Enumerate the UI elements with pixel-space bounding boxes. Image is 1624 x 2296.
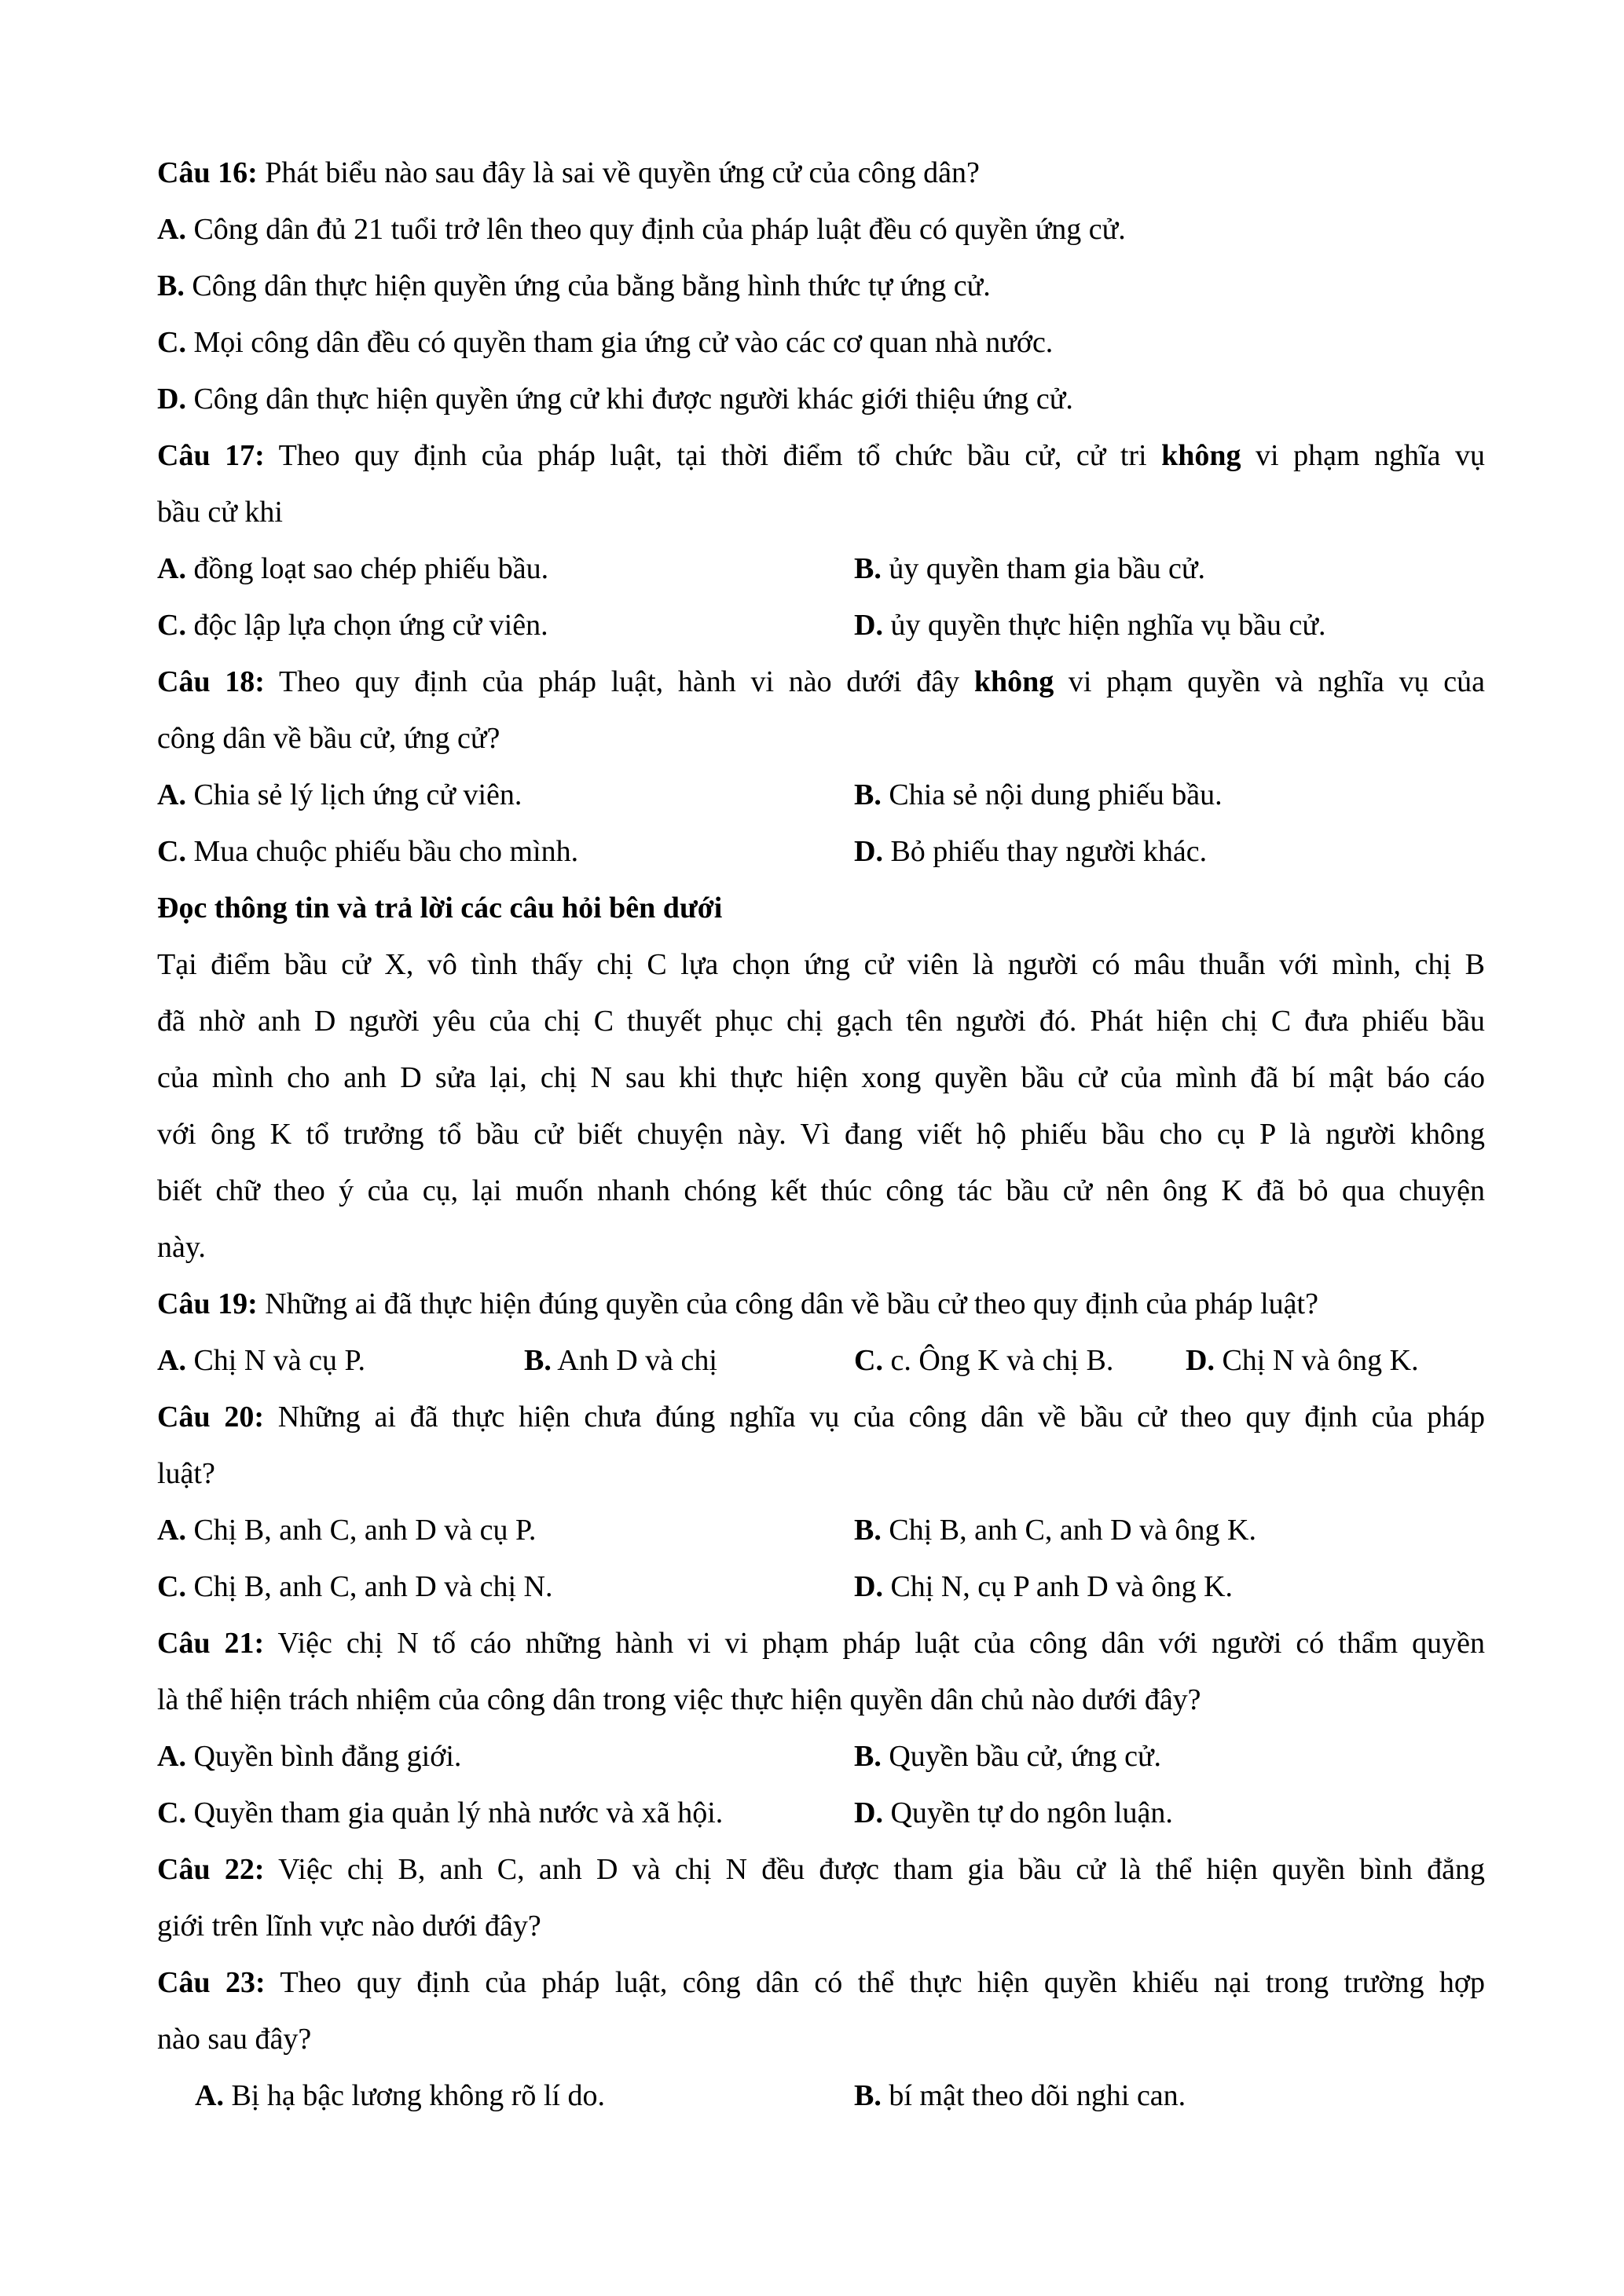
question-label: Câu 18:	[157, 665, 265, 698]
question-text: Theo quy định của pháp luật, công dân có thể thực hiện quyền khiếu nại trong trường hợp	[265, 1966, 1485, 1999]
question-label: Câu 20:	[157, 1401, 264, 1434]
q17-option-b	[854, 551, 1205, 587]
option-text: Chị N và ông K.	[1214, 1344, 1419, 1377]
passage-line-6: này.	[157, 1231, 206, 1264]
q16-option-c	[157, 324, 1485, 361]
q18-option-c	[157, 833, 578, 870]
option-text: Mua chuộc phiếu bầu cho mình.	[185, 835, 579, 868]
option-letter: D.	[157, 383, 186, 416]
option-text: Chị N và cụ P.	[185, 1344, 365, 1377]
passage-line-1: Tại điểm bầu cử X, vô tình thấy chị C lựa chọn ứng cử viên là người có mâu thuẫn với mình, chị B	[157, 948, 1485, 981]
q23-option-b	[854, 2078, 1186, 2114]
question-19	[157, 1286, 1485, 1322]
q21-option-c	[157, 1795, 723, 1831]
q18-option-b	[854, 777, 1223, 813]
q19-option-c	[854, 1342, 1113, 1379]
question-label: Câu 17:	[157, 439, 265, 472]
q17-option-c	[157, 607, 548, 643]
option-letter: C.	[157, 609, 186, 642]
option-text: ủy quyền thực hiện nghĩa vụ bầu cử.	[882, 609, 1326, 642]
question-22-line-2: giới trên lĩnh vực nào dưới đây?	[157, 1910, 541, 1943]
option-letter: A.	[157, 213, 186, 246]
passage-line-2: đã nhờ anh D người yêu của chị C thuyết phục chị gạch tên người đó. Phát hiện chị C đưa phiếu bầu	[157, 1005, 1485, 1038]
question-21-line-2: là thể hiện trách nhiệm của công dân trong việc thực hiện quyền dân chủ nào dưới đây?	[157, 1683, 1201, 1716]
passage-line-3: của mình cho anh D sửa lại, chị N sau khi thực hiện xong quyền bầu cử của mình đã bí mật báo cáo	[157, 1061, 1485, 1094]
option-text: Chị N, cụ P anh D và ông K.	[882, 1570, 1234, 1603]
question-23	[157, 1965, 1485, 2001]
option-letter: A.	[157, 552, 186, 585]
q21-option-d	[854, 1795, 1173, 1831]
question-18-line-2: công dân về bầu cử, ứng cử?	[157, 722, 500, 755]
option-text: đồng loạt sao chép phiếu bầu.	[185, 552, 549, 585]
q23-option-a	[195, 2078, 605, 2114]
q19-option-a	[157, 1342, 365, 1379]
option-letter: B.	[524, 1344, 552, 1377]
q16-option-a	[157, 211, 1485, 247]
q18-option-a	[157, 777, 522, 813]
option-text: Bị hạ bậc lương không rõ lí do.	[223, 2079, 605, 2112]
option-letter: C.	[157, 1796, 186, 1829]
option-text: c. Ông K và chị B.	[882, 1344, 1114, 1377]
option-text: Bỏ phiếu thay người khác.	[882, 835, 1208, 868]
question-20-line-2: luật?	[157, 1457, 215, 1490]
question-label: Câu 19:	[157, 1287, 258, 1320]
option-letter: A.	[157, 1740, 186, 1773]
question-emphasis: không	[1161, 439, 1241, 472]
option-text: Quyền tham gia quản lý nhà nước và xã hội.	[185, 1796, 724, 1829]
question-emphasis: không	[973, 665, 1054, 698]
q18-option-d	[854, 833, 1207, 870]
q16-option-b	[157, 268, 1485, 304]
passage-line-4: với ông K tổ trưởng tổ bầu cử biết chuyện này. Vì đang viết hộ phiếu bầu cho cụ P là người không	[157, 1118, 1485, 1151]
q21-option-a	[157, 1738, 461, 1774]
option-text: độc lập lựa chọn ứng cử viên.	[185, 609, 548, 642]
option-letter: C.	[157, 1570, 186, 1603]
option-letter: B.	[854, 1514, 882, 1547]
option-letter: C.	[157, 326, 186, 359]
option-text: Quyền bình đẳng giới.	[185, 1740, 462, 1773]
question-23-line-2: nào sau đây?	[157, 2023, 312, 2056]
option-letter: D.	[854, 609, 883, 642]
option-letter: B.	[854, 1740, 882, 1773]
q20-option-b	[854, 1512, 1256, 1548]
option-text: Chia sẻ lý lịch ứng cử viên.	[185, 778, 522, 811]
option-letter: D.	[854, 1796, 883, 1829]
option-letter: B.	[157, 269, 185, 302]
option-text: Anh D và chị	[551, 1344, 717, 1377]
question-text: Theo quy định của pháp luật, hành vi nào dưới đây	[264, 665, 974, 698]
option-text: Chia sẻ nội dung phiếu bầu.	[881, 778, 1223, 811]
question-17-line-2: bầu cử khi	[157, 496, 283, 529]
question-21	[157, 1625, 1485, 1661]
q16-option-d	[157, 381, 1485, 417]
question-label: Câu 21:	[157, 1627, 265, 1660]
question-17	[157, 438, 1485, 474]
option-letter: D.	[854, 1570, 883, 1603]
question-22	[157, 1851, 1485, 1888]
reading-heading: Đọc thông tin và trả lời các câu hỏi bên dưới	[157, 892, 723, 925]
option-text: Mọi công dân đều có quyền tham gia ứng cử vào các cơ quan nhà nước.	[185, 326, 1054, 359]
passage-line-5: biết chữ theo ý của cụ, lại muốn nhanh chóng kết thúc công tác bầu cử nên ông K đã bỏ qua chuyện	[157, 1174, 1485, 1207]
option-text: Quyền tự do ngôn luận.	[882, 1796, 1173, 1829]
q19-option-d	[1186, 1342, 1419, 1379]
question-text: Những ai đã thực hiện đúng quyền của công dân về bầu cử theo quy định của pháp luật?	[257, 1287, 1318, 1320]
option-letter: A.	[157, 1344, 186, 1377]
question-text: vi phạm quyền và nghĩa vụ của	[1054, 665, 1486, 698]
q19-option-b	[524, 1342, 717, 1379]
option-text: Công dân thực hiện quyền ứng của bằng bằng hình thức tự ứng cử.	[184, 269, 991, 302]
option-letter: A.	[157, 778, 186, 811]
question-18	[157, 664, 1485, 700]
question-label: Câu 23:	[157, 1966, 266, 1999]
question-text: Theo quy định của pháp luật, tại thời điểm tổ chức bầu cử, cử tri	[264, 439, 1162, 472]
option-letter: A.	[195, 2079, 224, 2112]
option-letter: A.	[157, 1514, 186, 1547]
q21-option-b	[854, 1738, 1161, 1774]
option-text: bí mật theo dõi nghi can.	[881, 2079, 1186, 2112]
option-letter: B.	[854, 2079, 882, 2112]
option-text: Chị B, anh C, anh D và chị N.	[185, 1570, 553, 1603]
question-label: Câu 16:	[157, 156, 258, 189]
option-letter: D.	[1186, 1344, 1215, 1377]
q17-option-d	[854, 607, 1326, 643]
question-label: Câu 22:	[157, 1853, 265, 1886]
question-20	[157, 1399, 1485, 1435]
question-16	[157, 155, 1485, 191]
option-text: Chị B, anh C, anh D và cụ P.	[185, 1514, 537, 1547]
option-text: Chị B, anh C, anh D và ông K.	[881, 1514, 1256, 1547]
q20-option-a	[157, 1512, 536, 1548]
option-text: Công dân thực hiện quyền ứng cử khi được người khác giới thiệu ứng cử.	[185, 383, 1073, 416]
option-letter: C.	[854, 1344, 883, 1377]
option-text: ủy quyền tham gia bầu cử.	[881, 552, 1205, 585]
question-text: Những ai đã thực hiện chưa đúng nghĩa vụ của công dân về bầu cử theo quy định của pháp	[264, 1401, 1486, 1434]
q20-option-d	[854, 1569, 1233, 1605]
option-letter: B.	[854, 778, 882, 811]
option-text: Công dân đủ 21 tuổi trở lên theo quy định của pháp luật đều có quyền ứng cử.	[185, 213, 1126, 246]
option-letter: B.	[854, 552, 882, 585]
option-letter: C.	[157, 835, 186, 868]
question-text: Phát biểu nào sau đây là sai về quyền ứng cử của công dân?	[257, 156, 980, 189]
option-text: Quyền bầu cử, ứng cử.	[881, 1740, 1162, 1773]
question-text: Việc chị N tố cáo những hành vi vi phạm pháp luật của công dân với người có thẩm quyền	[264, 1627, 1485, 1660]
question-text: vi phạm nghĩa vụ	[1241, 439, 1485, 472]
q17-option-a	[157, 551, 548, 587]
option-letter: D.	[854, 835, 883, 868]
q20-option-c	[157, 1569, 552, 1605]
question-text: Việc chị B, anh C, anh D và chị N đều được tham gia bầu cử là thể hiện quyền bình đẳng	[264, 1853, 1485, 1886]
